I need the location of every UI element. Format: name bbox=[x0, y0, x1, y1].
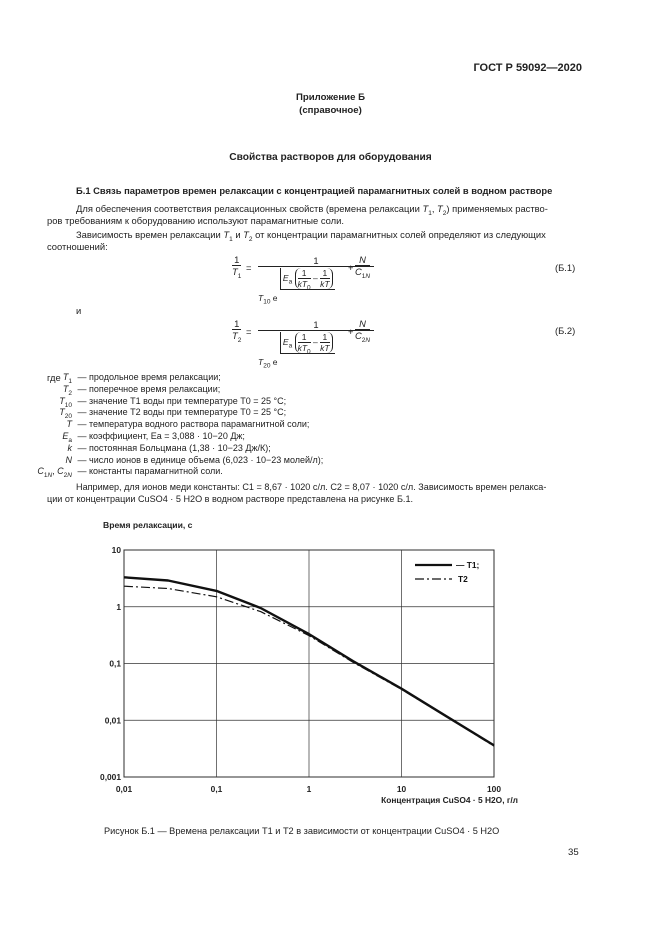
appendix-subtitle: (справочное) bbox=[299, 105, 362, 116]
y-tick-label: 0,001 bbox=[100, 772, 121, 782]
p1-text-b: ) применяемых раство- bbox=[446, 203, 548, 214]
subsection-title: Б.1 Связь параметров времен релаксации с концентрацией парамагнитных солей в водном растворе bbox=[76, 185, 553, 196]
legend-t2-label: T2 bbox=[458, 574, 468, 584]
standard-number: ГОСТ Р 59092—2020 bbox=[473, 62, 582, 74]
chart-tick-labels bbox=[100, 545, 501, 794]
equation-2: $\frac{1}{T_2}$ = 1 $T_{20}$ e $E_a$ 1 $kT_0$ – $\frac{1}{kT}$ + $\frac{N}{C_{2N}}$ bbox=[230, 318, 390, 368]
chart-legend bbox=[415, 560, 479, 584]
symbol-row: $T_{20}$ — значение T2 воды при температуре T0 = 25 °C; bbox=[59, 407, 287, 421]
equation-1: $\frac{1}{T_1}$ = 1 $T_{10}$ e $E_a$ 1 $kT_0$ – $\frac{1}{kT}$ + $\frac{N}{C_{1N}}$ bbox=[230, 254, 390, 304]
symbol-row: $T_{10}$ — значение T1 воды при температуре T0 = 25 °C; bbox=[59, 395, 287, 409]
p2-text-c: от концентрации парамагнитных солей определяют из следующих bbox=[252, 229, 546, 240]
section-title: Свойства растворов для оборудования bbox=[229, 152, 432, 163]
p1-text-a: Для обеспечения соответствия релаксационных свойств (времена релаксации bbox=[76, 203, 423, 214]
x-tick-label: 0,01 bbox=[115, 784, 133, 794]
equation-1-number: (Б.1) bbox=[555, 262, 576, 273]
paragraph-3-line-2: ции от концентрации CuSO4 · 5 H2O в водном растворе представлена на рисунке Б.1. bbox=[47, 494, 414, 504]
paragraph-1-line-2: ров требованиям к оборудованию используют парамагнитные соли. bbox=[47, 215, 344, 226]
chart-ylabel: Время релаксации, с bbox=[103, 520, 193, 530]
symbol-row: N — число ионов в единице объема (6,023 · 10−23 молей/л); bbox=[65, 454, 324, 465]
paragraph-2-line-1: Зависимость времен релаксации $T_1$ и $T_2$ от концентрации парамагнитных солей определяют из следующих bbox=[76, 229, 546, 243]
symbol-list bbox=[34, 372, 323, 478]
page-number: 35 bbox=[568, 847, 579, 858]
y-tick-label: 0,1 bbox=[109, 658, 121, 669]
y-tick-label: 0,01 bbox=[104, 715, 121, 726]
symbol-row: $E_a$ — коэффициент, Ea = 3,088 · 10−20 Дж; bbox=[62, 430, 245, 444]
x-tick-label: 10 bbox=[396, 784, 407, 794]
x-tick-label: 100 bbox=[487, 784, 501, 794]
and-word: и bbox=[76, 305, 82, 316]
paragraph-1-line-1: Для обеспечения соответствия релаксационных свойств (времена релаксации $T_1$, $T_2$) применяемых раство- bbox=[76, 203, 548, 217]
figure-caption: Рисунок Б.1 — Времена релаксации T1 и T2 в зависимости от концентрации CuSO4 · 5 H2O bbox=[104, 826, 500, 836]
symbol-row: T — температура водного раствора парамагнитной соли; bbox=[66, 419, 310, 430]
legend-t1-label: — T1; bbox=[456, 560, 480, 570]
paragraph-3-line-1: Например, для ионов меди константы: C1 = 8,67 · 1020 с/л. C2 = 8,07 · 1020 с/л. Зависимость времен релакса- bbox=[76, 482, 547, 492]
x-tick-label: 0,1 bbox=[210, 784, 223, 794]
equation-2-number: (Б.2) bbox=[555, 325, 576, 336]
paragraph-2-line-2: соотношений: bbox=[47, 241, 108, 252]
symbol-row: $T_2$ — поперечное время релаксации; bbox=[62, 383, 221, 397]
where-word: где bbox=[47, 372, 61, 383]
symbol-row: $T_1$ — продольное время релаксации; bbox=[62, 372, 221, 385]
x-tick-label: 1 bbox=[306, 784, 312, 794]
symbol-row: k — постоянная Больцмана (1,38 · 10−23 Дж/К); bbox=[67, 442, 271, 453]
y-tick-label: 10 bbox=[111, 545, 121, 555]
y-tick-label: 1 bbox=[116, 601, 121, 612]
relaxation-chart bbox=[90, 515, 540, 810]
chart-xlabel: Концентрация CuSO4 · 5 H2O, г/л bbox=[381, 795, 518, 805]
appendix-title: Приложение Б bbox=[296, 92, 365, 103]
p2-text-b: и bbox=[232, 229, 244, 240]
p2-text-a: Зависимость времен релаксации bbox=[76, 229, 224, 240]
symbol-row: $C_{1N}$, $C_{2N}$ — константы парамагнитной соли. bbox=[37, 466, 223, 480]
